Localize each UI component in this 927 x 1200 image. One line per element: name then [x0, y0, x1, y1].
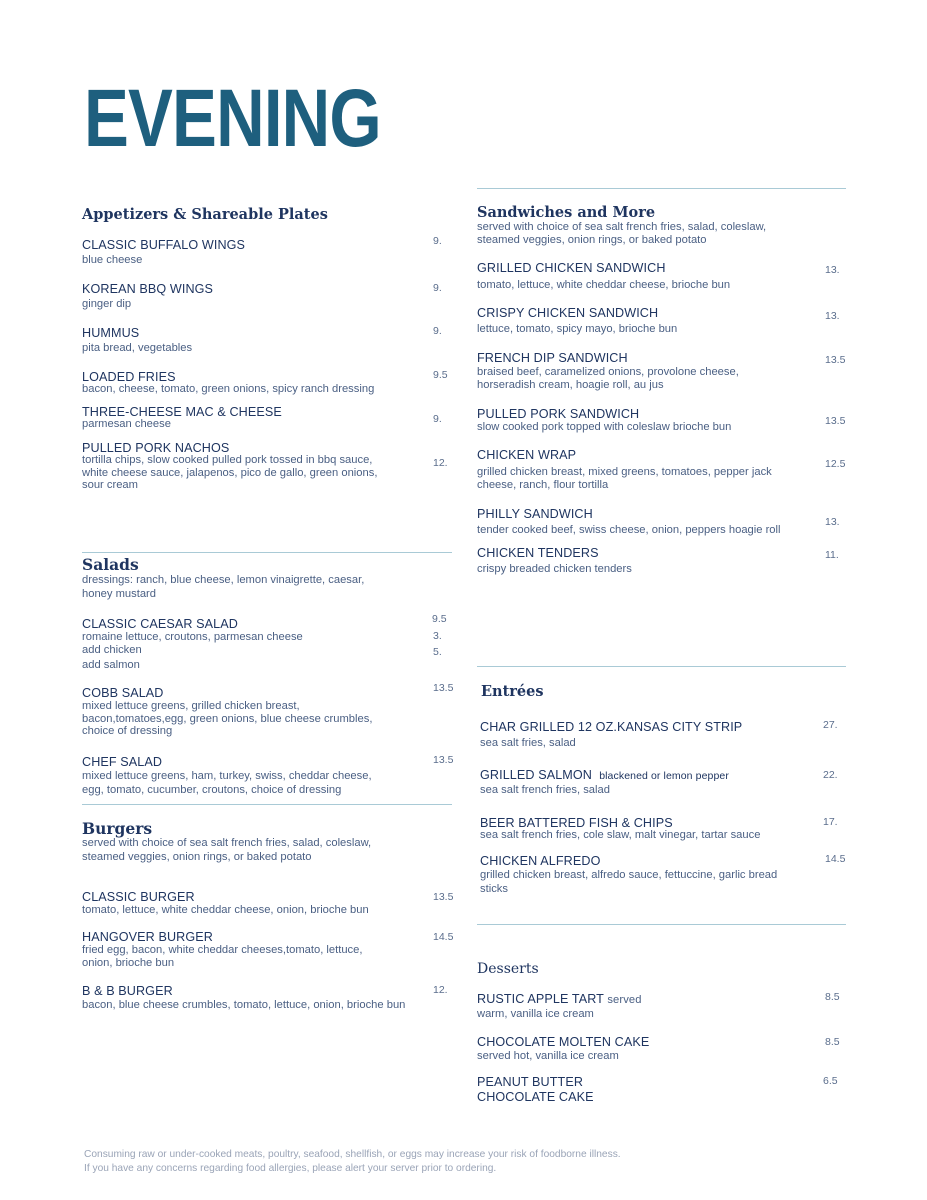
menu-item-price: 27. — [823, 719, 838, 731]
menu-item-desc: mixed lettuce greens, ham, turkey, swiss, cheddar cheese, egg, tomato, cucumber, croutons, choice of dressing — [82, 770, 372, 796]
menu-item-name: THREE-CHEESE MAC & CHEESE — [82, 405, 282, 419]
section-heading-sandwiches: Sandwiches and More — [477, 204, 656, 221]
menu-item-price: 13. — [825, 310, 840, 322]
menu-item-desc: lettuce, tomato, spicy mayo, brioche bun — [477, 323, 678, 335]
menu-item-desc: bacon, blue cheese crumbles, tomato, lettuce, onion, brioche bun — [82, 999, 406, 1011]
menu-item-price: 9.5 — [432, 613, 447, 625]
menu-item-price: 13.5 — [433, 891, 454, 903]
menu-item-desc: warm, vanilla ice cream — [477, 1008, 594, 1020]
menu-item-price: 12.5 — [825, 458, 846, 470]
menu-item-name: HANGOVER BURGER — [82, 930, 213, 944]
allergy-disclaimer-line-2: If you have any concerns regarding food allergies, please alert your server prior to ordering. — [84, 1163, 497, 1174]
menu-item-desc: served hot, vanilla ice cream — [477, 1050, 619, 1062]
section-note-burgers: served with choice of sea salt french fries, salad, coleslaw, steamed veggies, onion rings, or baked potato — [82, 837, 372, 863]
menu-item-desc: pita bread, vegetables — [82, 342, 193, 354]
menu-item-name: CHAR GRILLED 12 OZ.KANSAS CITY STRIP — [480, 720, 743, 734]
menu-item-name-suffix: served — [607, 994, 642, 1006]
menu-item-name: CLASSIC CAESAR SALAD — [82, 617, 238, 631]
menu-item-price: 14.5 — [433, 931, 454, 943]
menu-item-name: FRENCH DIP SANDWICH — [477, 351, 628, 365]
menu-item-name: CHEF SALAD — [82, 755, 163, 769]
menu-item-name — [480, 768, 729, 782]
addon-price: 3. — [433, 630, 442, 642]
menu-item-desc: grilled chicken breast, mixed greens, tomatoes, pepper jack cheese, ranch, flour tortilla — [477, 466, 772, 491]
menu-item-name: CRISPY CHICKEN SANDWICH — [477, 306, 659, 320]
menu-item-price: 14.5 — [825, 853, 846, 865]
divider-salads — [82, 552, 452, 553]
menu-item-name: COBB SALAD — [82, 686, 164, 700]
menu-item-name: CHOCOLATE MOLTEN CAKE — [477, 1035, 650, 1049]
menu-item-desc: grilled chicken breast, alfredo sauce, fettuccine, garlic bread sticks — [480, 869, 778, 895]
divider-entrees — [477, 666, 846, 667]
menu-item-name — [477, 992, 642, 1006]
menu-item-name: CHICKEN WRAP — [477, 448, 577, 462]
section-note-salads: dressings: ranch, blue cheese, lemon vinaigrette, caesar, honey mustard — [82, 574, 365, 600]
section-heading-burgers: Burgers — [82, 819, 153, 838]
addon-label: add salmon — [82, 659, 140, 671]
menu-item-price: 11. — [825, 549, 839, 561]
menu-item-name: CHICKEN ALFREDO — [480, 854, 601, 868]
menu-item-desc: parmesan cheese — [82, 418, 171, 430]
menu-title: EVENING — [84, 73, 381, 164]
section-note-sandwiches: served with choice of sea salt french fries, salad, coleslaw, steamed veggies, onion rings, or baked potato — [477, 221, 767, 246]
menu-item-desc: tender cooked beef, swiss cheese, onion, peppers hoagie roll — [477, 524, 781, 536]
menu-item-desc: tortilla chips, slow cooked pulled pork tossed in bbq sauce, white cheese sauce, jalapenos, pico de gallo, green onions, sour cream — [82, 454, 378, 491]
addon-price: 5. — [433, 646, 442, 658]
menu-item-desc: tomato, lettuce, white cheddar cheese, brioche bun — [477, 279, 731, 291]
menu-item-price: 13. — [825, 264, 840, 276]
section-heading-entrees: Entrées — [481, 683, 544, 700]
menu-item-price: 13.5 — [433, 682, 454, 694]
menu-item-price: 9. — [433, 235, 442, 247]
menu-item-desc: slow cooked pork topped with coleslaw brioche bun — [477, 421, 732, 433]
menu-item-desc: crispy breaded chicken tenders — [477, 563, 632, 575]
allergy-disclaimer-line-1: Consuming raw or under-cooked meats, poultry, seafood, shellfish, or eggs may increase your risk of foodborne illness. — [84, 1149, 621, 1160]
menu-item-name-main: RUSTIC APPLE TART — [477, 992, 604, 1006]
menu-item-desc: bacon, cheese, tomato, green onions, spicy ranch dressing — [82, 383, 375, 395]
menu-item-desc: fried egg, bacon, white cheddar cheeses,tomato, lettuce, onion, brioche bun — [82, 944, 363, 969]
menu-item-name-suffix: blackened or lemon pepper — [599, 770, 729, 782]
section-heading-salads: Salads — [82, 555, 139, 574]
menu-item-name: PULLED PORK SANDWICH — [477, 407, 640, 421]
menu-item-price: 13.5 — [825, 354, 846, 366]
menu-item-name: KOREAN BBQ WINGS — [82, 282, 214, 296]
menu-item-price: 13.5 — [433, 754, 454, 766]
menu-item-price: 6.5 — [823, 1075, 838, 1087]
section-heading-desserts: Desserts — [477, 961, 539, 977]
menu-item-price: 13. — [825, 516, 840, 528]
menu-item-desc: tomato, lettuce, white cheddar cheese, onion, brioche bun — [82, 904, 369, 916]
menu-item-price: 9. — [433, 413, 442, 425]
menu-item-price: 12. — [433, 984, 448, 996]
menu-item-name: PHILLY SANDWICH — [477, 507, 593, 521]
menu-item-desc: ginger dip — [82, 298, 132, 310]
menu-item-price: 8.5 — [825, 991, 840, 1003]
menu-item-desc: sea salt fries, salad — [480, 737, 576, 749]
menu-item-desc: blue cheese — [82, 254, 143, 266]
menu-item-name: LOADED FRIES — [82, 370, 176, 384]
menu-item-price: 13.5 — [825, 415, 846, 427]
addon-label: add chicken — [82, 644, 142, 656]
menu-item-price: 17. — [823, 816, 838, 828]
menu-item-desc: sea salt french fries, cole slaw, malt vinegar, tartar sauce — [480, 829, 761, 841]
menu-item-name: PULLED PORK NACHOS — [82, 441, 230, 455]
menu-item-price: 22. — [823, 769, 838, 781]
menu-item-price: 9.5 — [433, 369, 448, 381]
menu-item-desc: braised beef, caramelized onions, provolone cheese, horseradish cream, hoagie roll, au jus — [477, 366, 739, 391]
menu-item-price: 9. — [433, 325, 442, 337]
menu-item-name: BEER BATTERED FISH & CHIPS — [480, 816, 673, 830]
menu-item-name: CLASSIC BURGER — [82, 890, 195, 904]
divider-desserts — [477, 924, 846, 925]
menu-item-name-main: GRILLED SALMON — [480, 768, 592, 782]
menu-item-name: CLASSIC BUFFALO WINGS — [82, 238, 246, 252]
menu-item-name: HUMMUS — [82, 326, 140, 340]
menu-item-price: 9. — [433, 282, 442, 294]
divider-right-top — [477, 188, 846, 189]
menu-item-desc: mixed lettuce greens, grilled chicken breast, bacon,tomatoes,egg, green onions, blue cheese crumbles, choice of dressing — [82, 700, 373, 737]
menu-item-name: CHICKEN TENDERS — [477, 546, 599, 560]
menu-item-name: GRILLED CHICKEN SANDWICH — [477, 261, 666, 275]
section-heading-appetizers: Appetizers & Shareable Plates — [82, 206, 328, 223]
menu-item-desc: sea salt french fries, salad — [480, 784, 610, 796]
menu-item-name: PEANUT BUTTER CHOCOLATE CAKE — [477, 1075, 594, 1104]
menu-item-name: B & B BURGER — [82, 984, 173, 998]
divider-burgers — [82, 804, 452, 805]
menu-item-price: 8.5 — [825, 1036, 840, 1048]
menu-item-desc: romaine lettuce, croutons, parmesan cheese — [82, 631, 303, 643]
menu-item-price: 12. — [433, 457, 448, 469]
